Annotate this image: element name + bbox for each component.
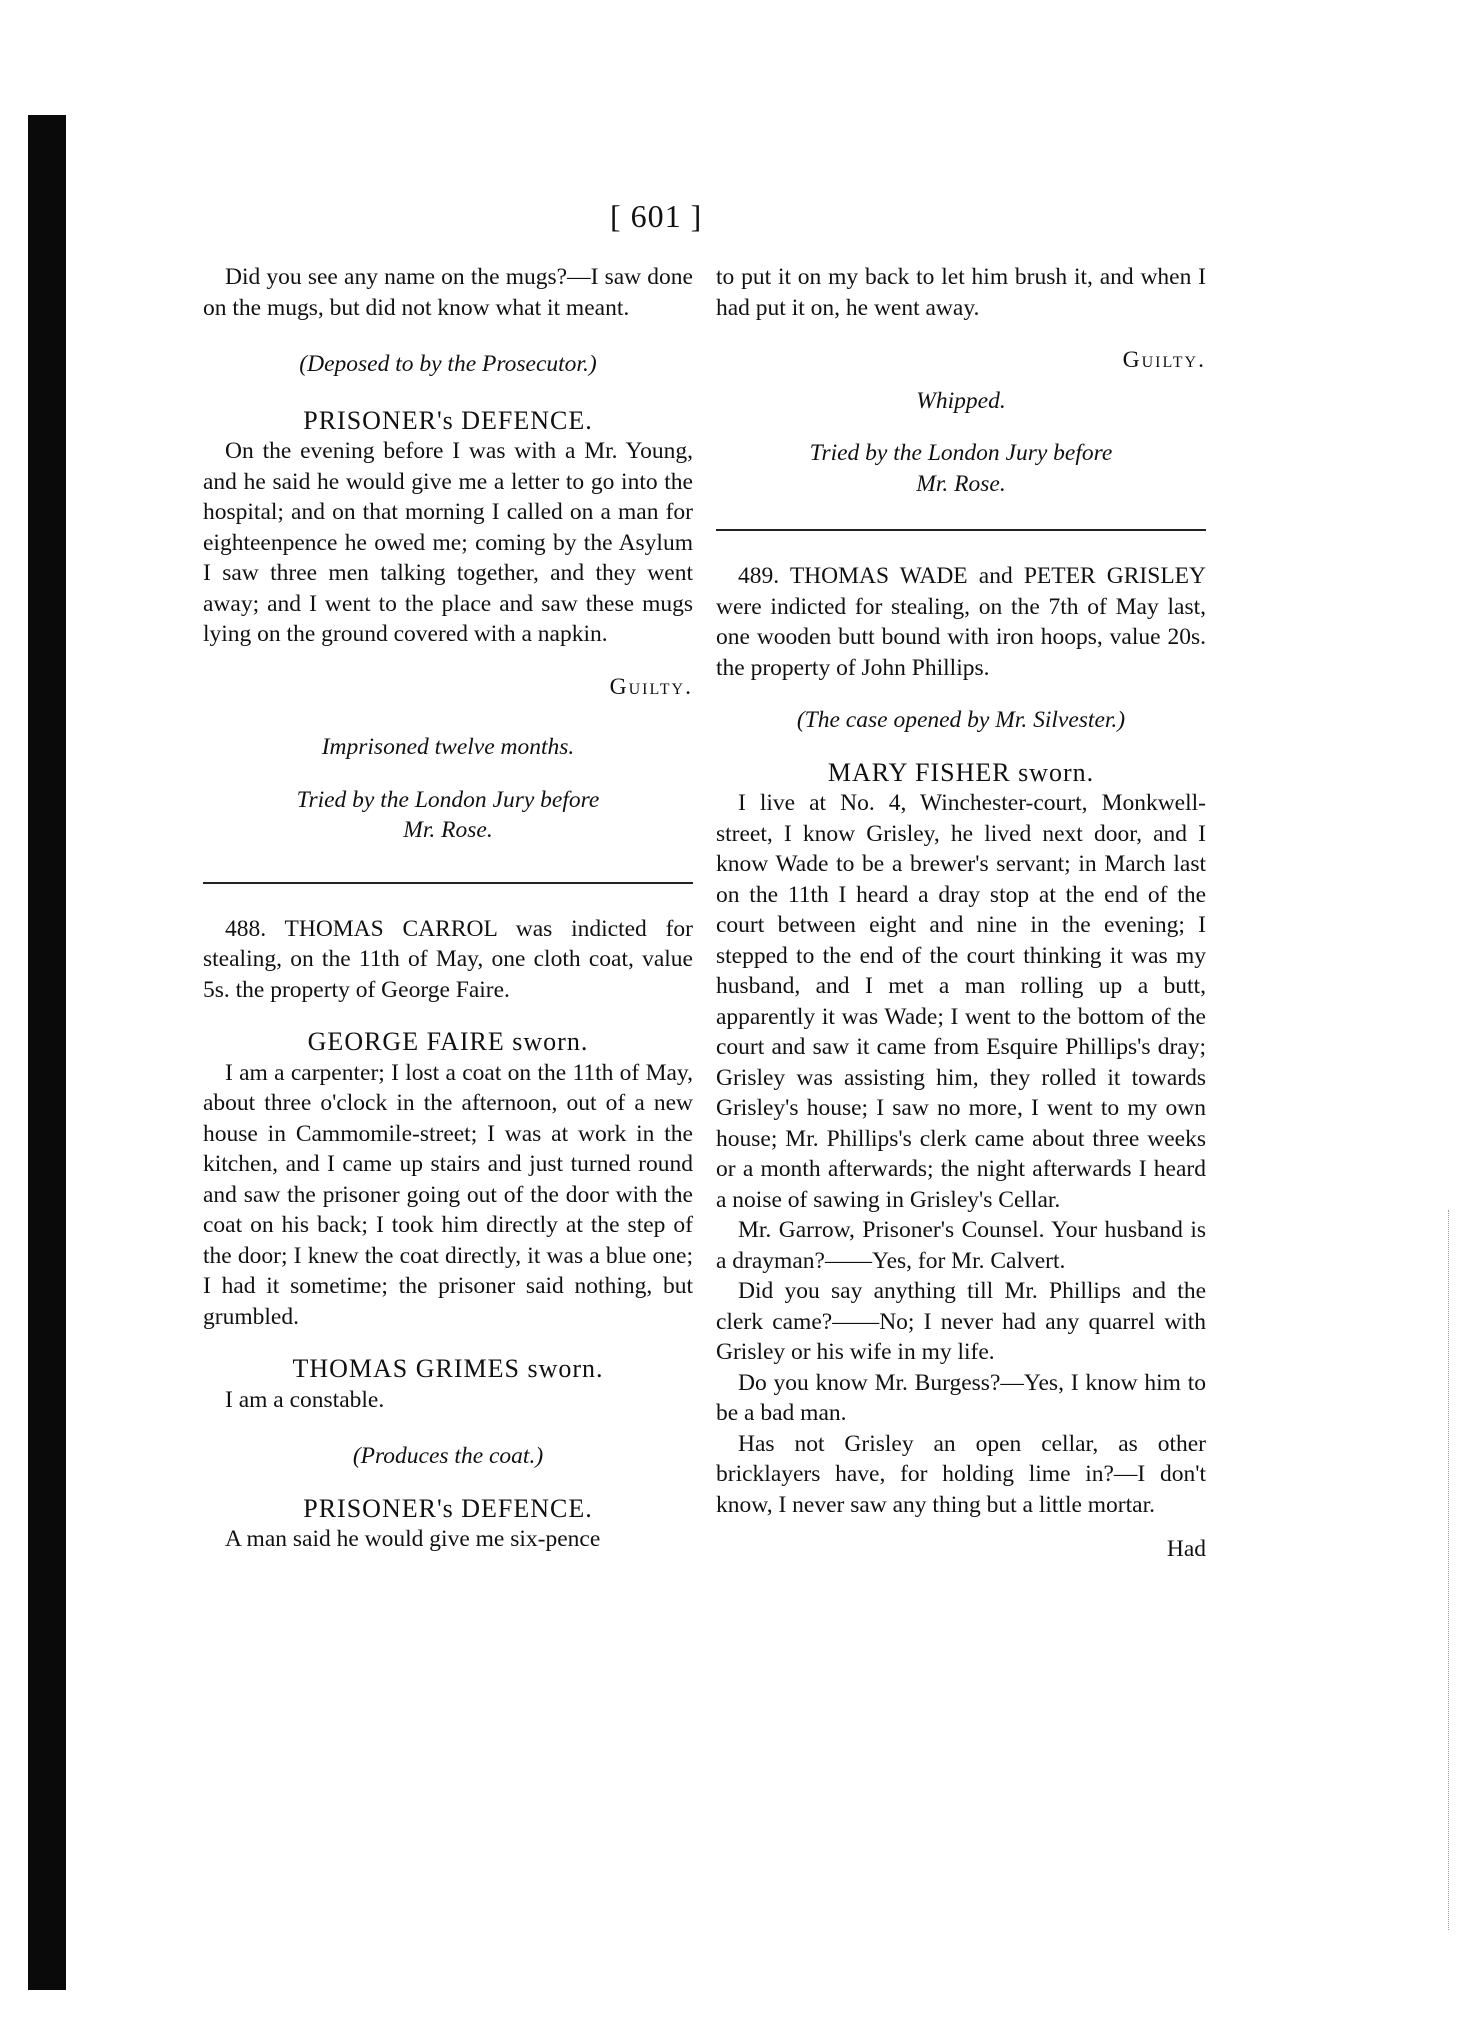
page-number: [ 601 ] (610, 198, 703, 234)
examination-question: Has not Grisley an open cellar, as other bricklayers have, for holding lime in?—I don't know, I never saw any thing but a little mortar. (716, 1430, 1206, 1518)
examination-question: Mr. Garrow, Prisoner's Counsel. Your husband is a drayman?——Yes, for Mr. Calvert. (716, 1217, 1206, 1274)
tried-by-judge: Mr. Rose. (916, 470, 1006, 497)
page-binding-shadow (28, 115, 66, 1990)
right-column (716, 262, 1206, 1565)
deposed-note: (Deposed to by the Prosecutor.) (299, 351, 597, 377)
continued-text: to put it on my back to let him brush it, and when I had put it on, he went away. (716, 264, 1206, 321)
witness-testimony: I live at No. 4, Winchester-court, Monkwell-street, I know Grisley, he lived next door, and I know Wade to be a brewer's servant; in March last on the 11th I heard a dray stop at the end of the court between eight and nine in the evening; I stepped to the end of the court thinking it was my husband, and I met a man rolling up a butt, apparently it was Wade; I went to the bottom of the court and saw it came from Esquire Phillips's dray; Grisley was assisting him, they rolled it towards Grisley's house; I saw no more, I went to my own house; Mr. Phillips's clerk came about three weeks or a month afterwards; the night afterwards I heard a noise of sawing in Grisley's Cellar. (716, 790, 1206, 1213)
defence-heading: PRISONER's DEFENCE. (303, 405, 593, 435)
witness-heading: THOMAS GRIMES sworn. (292, 1354, 604, 1383)
defence-text: On the evening before I was with a Mr. Young, and he said he would give me a letter to go into the hospital; and on that morning I called on a man for eighteenpence he owed me; coming by the Asylum I saw three men talking together, and they went away; and I went to the place and saw these mugs lying on the ground covered with a napkin. (203, 438, 693, 647)
left-column (203, 262, 693, 1555)
sentence: Whipped. (916, 387, 1006, 414)
examination-question: Did you say anything till Mr. Phillips and the clerk came?——No; I never had any quarrel with Grisley or his wife in my life. (716, 1278, 1206, 1365)
witness-heading: MARY FISHER sworn. (827, 757, 1095, 787)
testimony-paragraph: Did you see any name on the mugs?—I saw done on the mugs, but did not know what it meant. (203, 264, 693, 321)
verdict: Guilty. (609, 673, 693, 700)
defence-heading: PRISONER's DEFENCE. (303, 1493, 593, 1523)
witness-testimony: I am a constable. (225, 1386, 385, 1413)
margin-marks (1448, 1210, 1463, 1930)
case-opened-note: (The case opened by Mr. Silvester.) (796, 707, 1126, 733)
case-heading: 488. THOMAS CARROL was indicted for stealing, on the 11th of May, one cloth coat, value 5s. the property of George Faire. (203, 915, 693, 1003)
witness-heading: GEORGE FAIRE sworn. (307, 1027, 589, 1056)
tried-by-line: Tried by the London Jury before (296, 786, 600, 813)
witness-testimony: I am a carpenter; I lost a coat on the 11th of May, about three o'clock in the afternoon, out of a new house in Cammomile-street; I was at work in the kitchen, and I came up stairs and just turned round and saw the prisoner going out of the door with the coat on his back; I took him directly at the step of the door; I knew the coat directly, it was a blue one; I had it sometime; the prisoner said nothing, but grumbled. (203, 1059, 693, 1330)
tried-by-judge: Mr. Rose. (403, 817, 493, 843)
catchword: Had (1166, 1536, 1206, 1562)
defence-text: A man said he would give me six-pence (225, 1526, 601, 1552)
produces-note: (Produces the coat.) (352, 1443, 544, 1469)
verdict: Guilty. (1122, 347, 1206, 373)
examination-question: Do you know Mr. Burgess?—Yes, I know him to be a bad man. (716, 1369, 1206, 1426)
case-heading: 489. THOMAS WADE and PETER GRISLEY were indicted for stealing, on the 7th of May last, one wooden butt bound with iron hoops, value 20s. the property of John Phillips. (716, 563, 1206, 681)
sentence: Imprisoned twelve months. (321, 734, 575, 760)
tried-by-line: Tried by the London Jury before (809, 440, 1113, 466)
